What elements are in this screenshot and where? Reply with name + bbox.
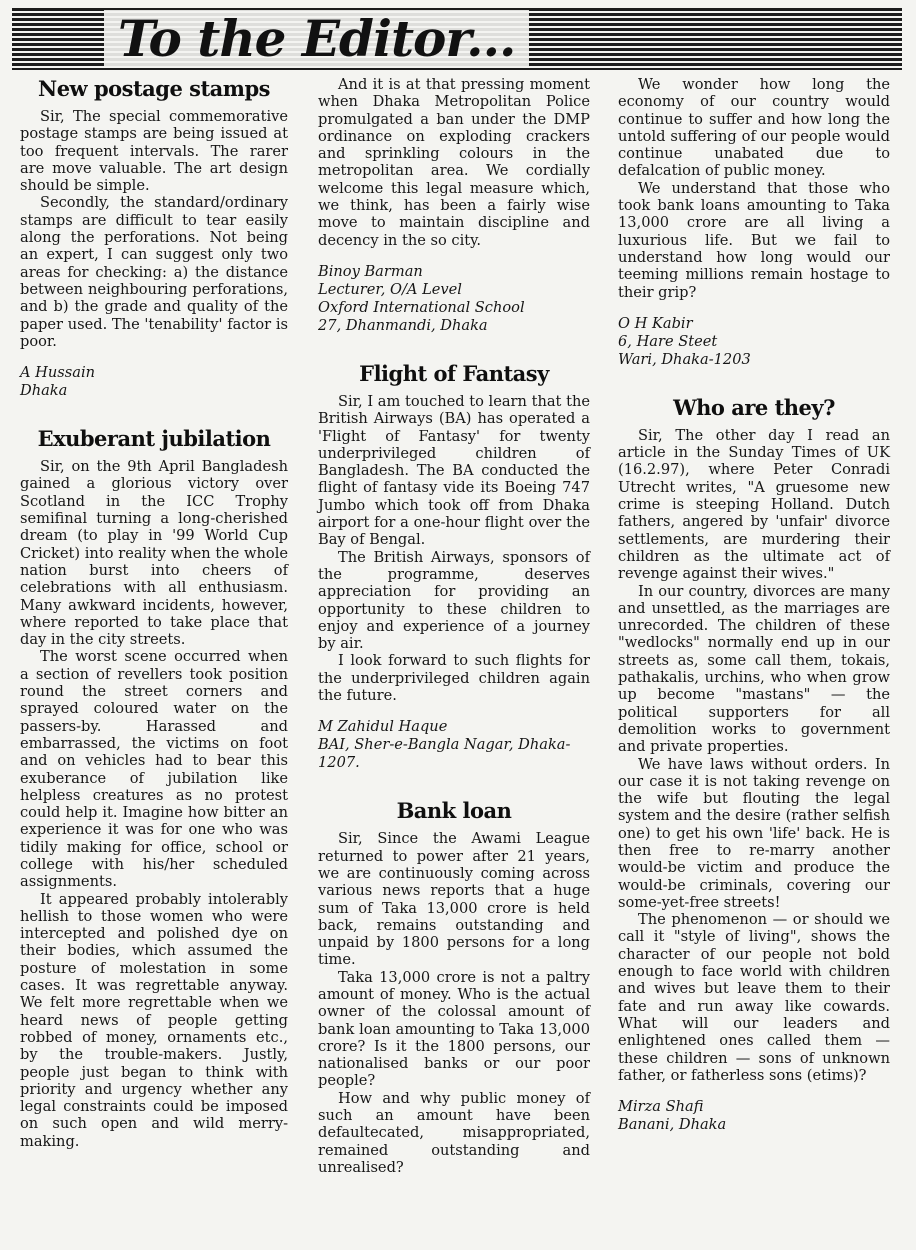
letter-signature: [318, 263, 590, 335]
letter-paragraph: And it is at that pressing moment when Dhaka Metropolitan Police promulgated a ban under the DMP ordinance on exploding crackers and sprinkling colours in the metropolitan area. We cordially welcome this legal measure which, we think, has been a fairly wise move to maintain discipline and decency in the so city.: [318, 76, 590, 249]
letter-paragraph: Sir, The special commemorative postage stamps are being issued at too frequent intervals. The rarer are move valuable. The art design should be simple.: [20, 108, 288, 195]
letter-headline: Flight of Fantasy: [359, 360, 549, 386]
masthead-banner: [12, 8, 902, 70]
letter-paragraph: The phenomenon — or should we call it "style of living", shows the character of our people not bold enough to face world with children and wives but leave them to their fate and run away like cowards. What will our leaders and enlightened ones called them — these children — sons of unknown father, or fatherless sons (etims)?: [618, 911, 890, 1084]
signature-address: Wari, Dhaka-1203: [618, 350, 751, 368]
letter-paragraph: Sir, I am touched to learn that the British Airways (BA) has operated a 'Flight of Fantasy' for twenty underprivileged children of Bangladesh. The BA conducted the flight of fantasy vide its Boeing 747 Jumbo which took off from Dhaka airport for a one-hour flight over the Bay of Bengal.: [318, 392, 590, 549]
letter-signature: [20, 364, 288, 400]
letter-signature: [318, 718, 590, 772]
letter-exuberant-jubilation-continued: [318, 76, 590, 335]
letter-paragraph: We have laws without orders. In our case it is not taking revenge on the wife but flouting the legal system and the desire (rather selfish one) to get his own 'life' back. He is then free to re-marry another would-be victim and produce the would-be criminals, covering our some-yet-free streets!: [618, 755, 890, 911]
signature-address: BAI, Sher-e-Bangla Nagar, Dhaka-1207.: [318, 736, 571, 772]
letter-paragraph: Taka 13,000 crore is not a paltry amount of money. Who is the actual owner of the colossal amount of bank loan amounting to Taka 13,000 crore? Is it the 1800 persons, our nationalised banks or our poor people?: [318, 968, 590, 1090]
letter-flight-of-fantasy: [318, 361, 590, 772]
signature-address: Banani, Dhaka: [618, 1116, 727, 1134]
letter-paragraph: We wonder how long the economy of our country would continue to suffer and how long the untold suffering of our people would continue unabated due to defalcation of public money.: [618, 76, 890, 180]
letter-paragraph: How and why public money of such an amount have been defaultecated, misappropriated, remained outstanding and unrealised?: [318, 1089, 590, 1176]
letter-paragraph: I look forward to such flights for the underprivileged children again the future.: [318, 652, 590, 705]
signature-title: Lecturer, O/A Level: [318, 280, 462, 298]
letter-exuberant-jubilation: [20, 426, 288, 1150]
letter-signature: [618, 315, 890, 369]
letter-paragraph: Sir, Since the Awami League returned to power after 21 years, we are continuously coming across various news reports that a huge sum of Taka 13,000 crore is held back, remains outstanding and unpaid by 1800 persons for a long time.: [318, 830, 590, 969]
signature-name: M Zahidul Haque: [318, 718, 448, 736]
signature-address: 27, Dhanmandi, Dhaka: [318, 316, 488, 334]
letter-paragraph: In our country, divorces are many and unsettled, as the marriages are unrecorded. The children of these "wedlocks" normally end up in our streets as, some call them, tokais, pathakalis, urchins, who when grow up become "mastans" — the political supporters for all demolition works to government and private properties.: [618, 582, 890, 756]
signature-address: Dhaka: [20, 382, 68, 400]
signature-street: 6, Hare Steet: [618, 332, 718, 350]
letter-who-are-they: [618, 395, 890, 1134]
letter-headline: Exuberant jubilation: [37, 426, 271, 452]
column-2: [318, 76, 590, 1202]
letter-paragraph: It appeared probably intolerably hellish to those women who were intercepted and polished dye on their bodies, which assumed the posture of molestation in some cases. It was regrettable anyway. We felt more regrettable when we heard news of people getting robbed of money, ornaments etc., by the trouble-makers. Justly, people just began to think with priority and urgency whether any legal constraints could be imposed on such open and wild merry-making.: [20, 890, 288, 1150]
signature-name: Mirza Shafi: [618, 1098, 704, 1116]
letter-headline: Bank loan: [396, 798, 512, 824]
signature-name: Binoy Barman: [318, 262, 423, 280]
letter-paragraph: The worst scene occurred when a section of revellers took position round the street corners and sprayed coloured water on the passers-by. Harassed and embarrassed, the victims on foot and on vehicles had to bear this exuberance of jubilation like helpless creatures as no protest could help it. Imagine how bitter an experience it was for one who was tidily making for office, school or college with his/her scheduled assignments.: [20, 648, 288, 891]
letter-headline: New postage stamps: [38, 76, 270, 101]
letter-signature: [618, 1098, 890, 1134]
letter-paragraph: We understand that those who took bank loans amounting to Taka 13,000 crore are all living a luxurious life. But we fail to understand how long would our teeming millions remain hostage to their grip?: [618, 179, 890, 301]
column-1: [20, 76, 288, 1176]
signature-institution: Oxford International School: [318, 298, 525, 316]
column-3: [618, 76, 890, 1160]
letter-paragraph: The British Airways, sponsors of the programme, deserves appreciation for providing an opportunity to these children to enjoy and experience of a journey by air.: [318, 548, 590, 653]
letter-paragraph: Sir, on the 9th April Bangladesh gained a glorious victory over Scotland in the ICC Trophy semifinal turning a long-cherished dream (to play in '99 World Cup Cricket) into reality when the whole nation burst into cheers of celebrations with all enthusiasm. Many awkward incidents, however, where reported to take place that day in the city streets.: [20, 458, 288, 649]
letter-paragraph: Sir, The other day I read an article in the Sunday Times of UK (16.2.97), where Peter Conradi Utrecht writes, "A gruesome new crime is steeping Holland. Dutch fathers, angered by 'unfair' divorce settlements, are murdering their children as the ultimate act of revenge against their wives.": [618, 426, 890, 583]
letter-new-postage-stamps: [20, 76, 288, 400]
letter-paragraph: Secondly, the standard/ordinary stamps are difficult to tear easily along the perforations. Not being an expert, I can suggest only two areas for checking: a) the distance between neighbouring perforations, and b) the grade and quality of the paper used. The 'tenability' factor is poor.: [20, 194, 288, 350]
letter-headline: Who are they?: [673, 394, 835, 420]
letter-bank-loan: [318, 798, 590, 1176]
masthead-title: To the Editor...: [104, 10, 529, 68]
letter-bank-loan-continued: [618, 76, 890, 369]
signature-name: O H Kabir: [618, 314, 693, 332]
signature-name: A Hussain: [20, 364, 96, 382]
